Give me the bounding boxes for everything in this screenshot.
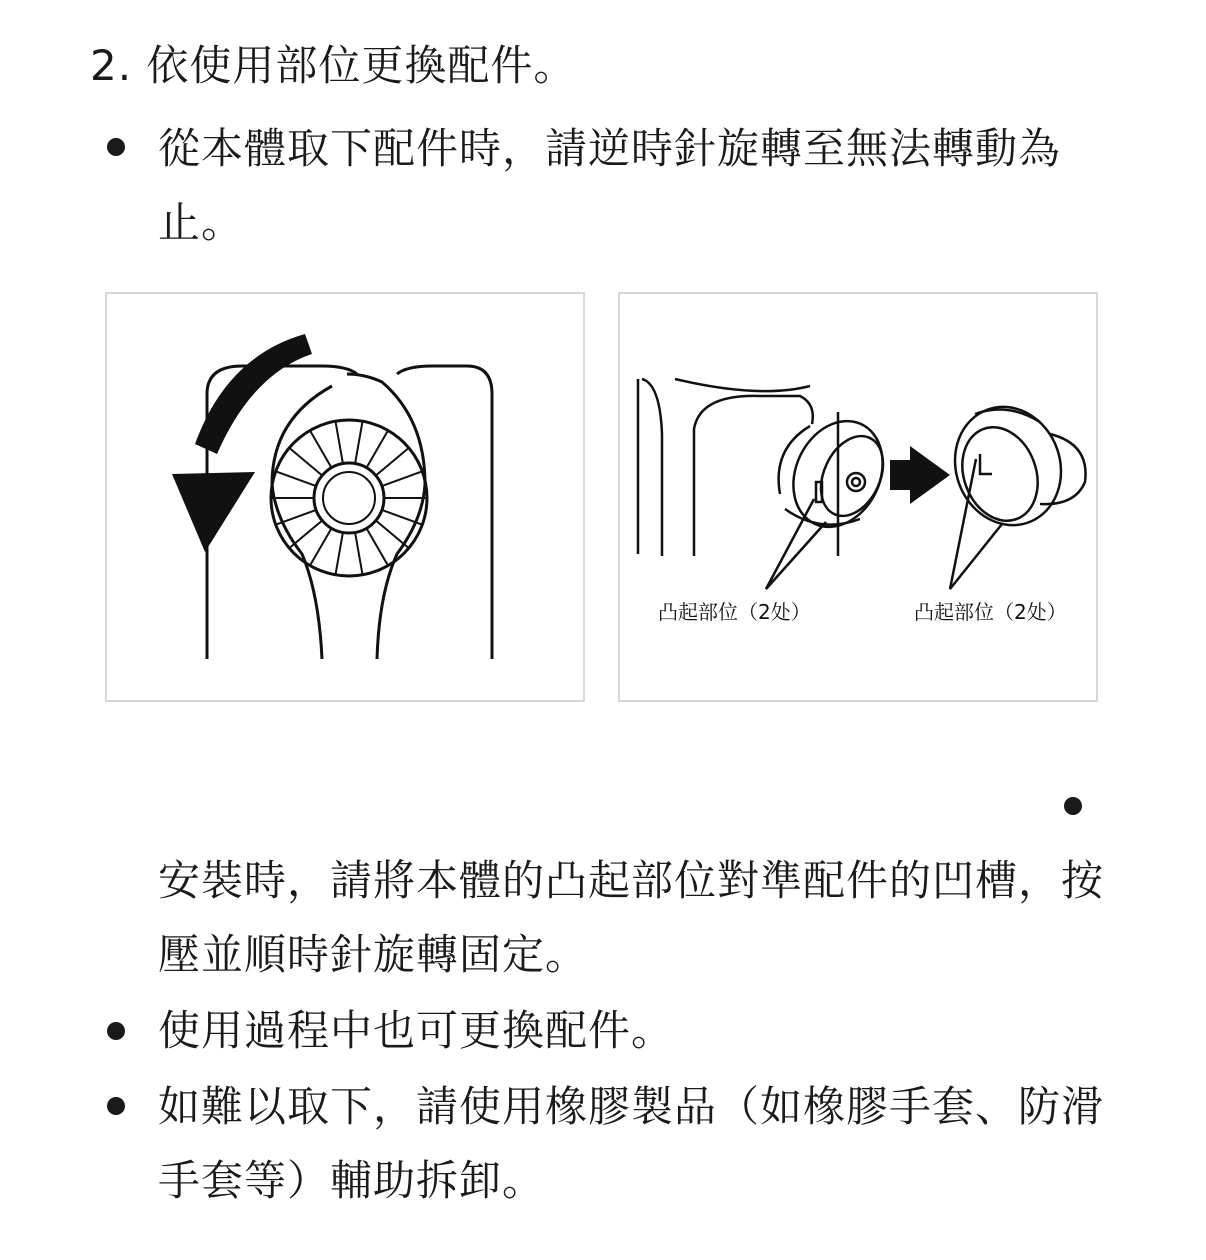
knob-rib	[310, 430, 332, 467]
knob-rib	[276, 471, 316, 486]
knob-rib	[335, 532, 342, 574]
knob-rib	[376, 448, 409, 476]
knob-rib	[376, 520, 409, 548]
knob-rib	[335, 421, 342, 463]
knob-rib	[382, 471, 422, 486]
figure-protrusions	[618, 292, 1098, 702]
knob-rib	[355, 532, 362, 574]
step-heading: 2. 依使用部位更換配件。	[90, 41, 577, 90]
protrusions-illustration	[620, 294, 1100, 704]
right-arrow-icon	[890, 446, 950, 504]
protrusion-caption-right: 凸起部位（2处）	[914, 600, 1067, 624]
instruction-install: 安裝時，請將本體的凸起部位對準配件的凹槽，按壓並順時針旋轉固定。	[158, 856, 1105, 979]
instruction-hard-to-remove: 如難以取下，請使用橡膠製品（如橡膠手套、防滑手套等）輔助拆卸。	[158, 1082, 1105, 1205]
bullet-dot-icon	[1064, 797, 1082, 815]
knob-rib	[355, 421, 362, 463]
knob-rib	[367, 430, 389, 467]
protrusion-caption-left: 凸起部位（2处）	[658, 600, 811, 624]
bullet-dot-icon	[107, 1097, 125, 1115]
knob-rib	[289, 520, 322, 548]
remove-accessory-illustration	[107, 294, 587, 704]
knob-rib	[289, 448, 322, 476]
bullet-dot-icon	[107, 1022, 125, 1040]
instruction-remove: 從本體取下配件時，請逆時針旋轉至無法轉動為止。	[158, 124, 1062, 247]
knob-rib	[367, 528, 389, 565]
figure-remove-accessory	[105, 292, 585, 702]
knob-rib	[310, 528, 332, 565]
instruction-change-during-use: 使用過程中也可更換配件。	[158, 1006, 675, 1055]
bullet-dot-icon	[107, 138, 125, 156]
